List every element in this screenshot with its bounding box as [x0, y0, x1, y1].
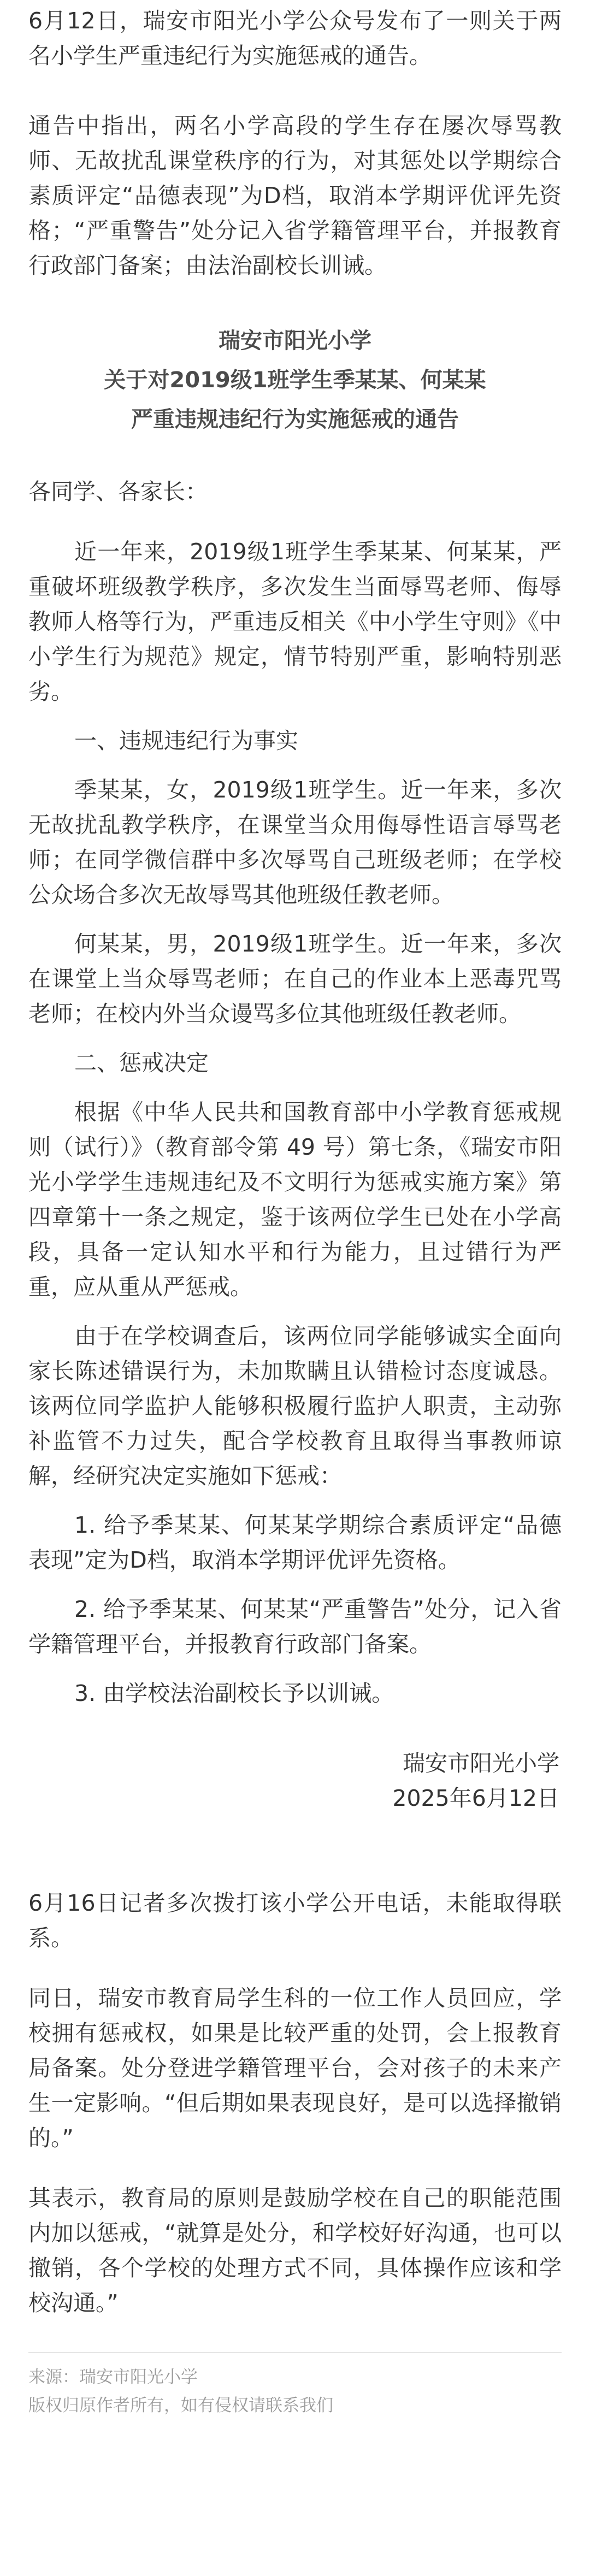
fact-paragraph-he: 何某某，男，2019级1班学生。近一年来，多次在课堂上当众辱骂老师；在自己的作业本上恶毒咒骂老师；在校内外当众谩骂多位其他班级任教老师。	[28, 931, 562, 1027]
signature-date: 2025年6月12日	[392, 1785, 559, 1811]
footer-divider	[28, 2352, 562, 2353]
notice-salutation: 各同学、各家长：	[28, 478, 208, 505]
notice-paragraph: 近一年来，2019级1班学生季某某、何某某，严重破坏班级教学秩序，多次发生当面辱骂老师、侮辱教师人格等行为，严重违反相关《中小学生守则》《中小学生行为规范》规定，情节特别严重，影响特别恶劣。	[28, 539, 562, 705]
intro-paragraph: 6月12日，瑞安市阳光小学公众号发布了一则关于两名小学生严重违纪行为实施惩戒的通告。	[28, 8, 562, 69]
fact-paragraph-ji: 季某某，女，2019级1班学生。近一年来，多次无故扰乱教学秩序，在课堂当众用侮辱性语言辱骂老师；在同学微信群中多次辱骂自己班级老师；在学校公众场合多次无故辱骂其他班级任教老师。	[28, 777, 562, 908]
section-heading-decision: 二、惩戒决定	[74, 1050, 209, 1076]
source-label: 来源：瑞安市阳光小学	[28, 2367, 198, 2387]
notice-title-line3: 严重违规违纪行为实施惩戒的通告	[131, 407, 459, 432]
report-paragraph-response: 同日，瑞安市教育局学生科的一位工作人员回应，学校拥有惩戒权，如果是比较严重的处罚，会上报教育局备案。处分登进学籍管理平台，会对孩子的未来产生一定影响。“但后期如果表现良好，是可以选择撤销的。”	[28, 1985, 562, 2151]
intro-summary-paragraph: 通告中指出，两名小学高段的学生存在屡次辱骂教师、无故扰乱课堂秩序的行为，对其惩处以学期综合素质评定“品德表现”为D档，取消本学期评优评先资格；“严重警告”处分记入省学籍管理平台，并报教育行政部门备案；由法治副校长训诫。	[28, 113, 562, 279]
notice-title-line2: 关于对2019级1班学生季某某、何某某	[104, 368, 486, 393]
copyright-notice: 版权归原作者所有，如有侵权请联系我们	[28, 2396, 333, 2415]
decision-paragraph-basis: 根据《中华人民共和国教育部中小学教育惩戒规则（试行）》（教育部令第 49 号）第七条，《瑞安市阳光小学学生违规违纪及不文明行为惩戒实施方案》第四章第十一条之规定，鉴于该两位学生已处在小学高段，具备一定认知水平和行为能力，且过错行为严重，应从重从严惩戒。	[28, 1099, 562, 1300]
report-paragraph-call: 6月16日记者多次拨打该小学公开电话，未能取得联系。	[28, 1890, 562, 1951]
report-paragraph-principle: 其表示，教育局的原则是鼓励学校在自己的职能范围内加以惩戒，“就算是处分，和学校好好沟通，也可以撤销，各个学校的处理方式不同，具体操作应该和学校沟通。”	[28, 2185, 562, 2316]
decision-paragraph-reason: 由于在学校调查后，该两位同学能够诚实全面向家长陈述错误行为，未加欺瞒且认错检讨态度诚恳。该两位同学监护人能够积极履行监护人职责，主动弥补监管不力过失，配合学校教育且取得当事教师谅解，经研究决定实施如下惩戒：	[28, 1323, 562, 1489]
section-heading-facts: 一、违规违纪行为事实	[74, 728, 298, 754]
notice-title	[28, 321, 562, 439]
decision-item-1: 1. 给予季某某、何某某学期综合素质评定“品德表现”定为D档，取消本学期评优评先资格。	[28, 1512, 562, 1573]
notice-title-school: 瑞安市阳光小学	[219, 328, 371, 353]
decision-item-3: 3. 由学校法治副校长予以训诫。	[74, 1680, 394, 1706]
signature-org: 瑞安市阳光小学	[403, 1750, 559, 1776]
decision-item-2: 2. 给予季某某、何某某“严重警告”处分，记入省学籍管理平台，并报教育行政部门备案。	[28, 1596, 562, 1657]
